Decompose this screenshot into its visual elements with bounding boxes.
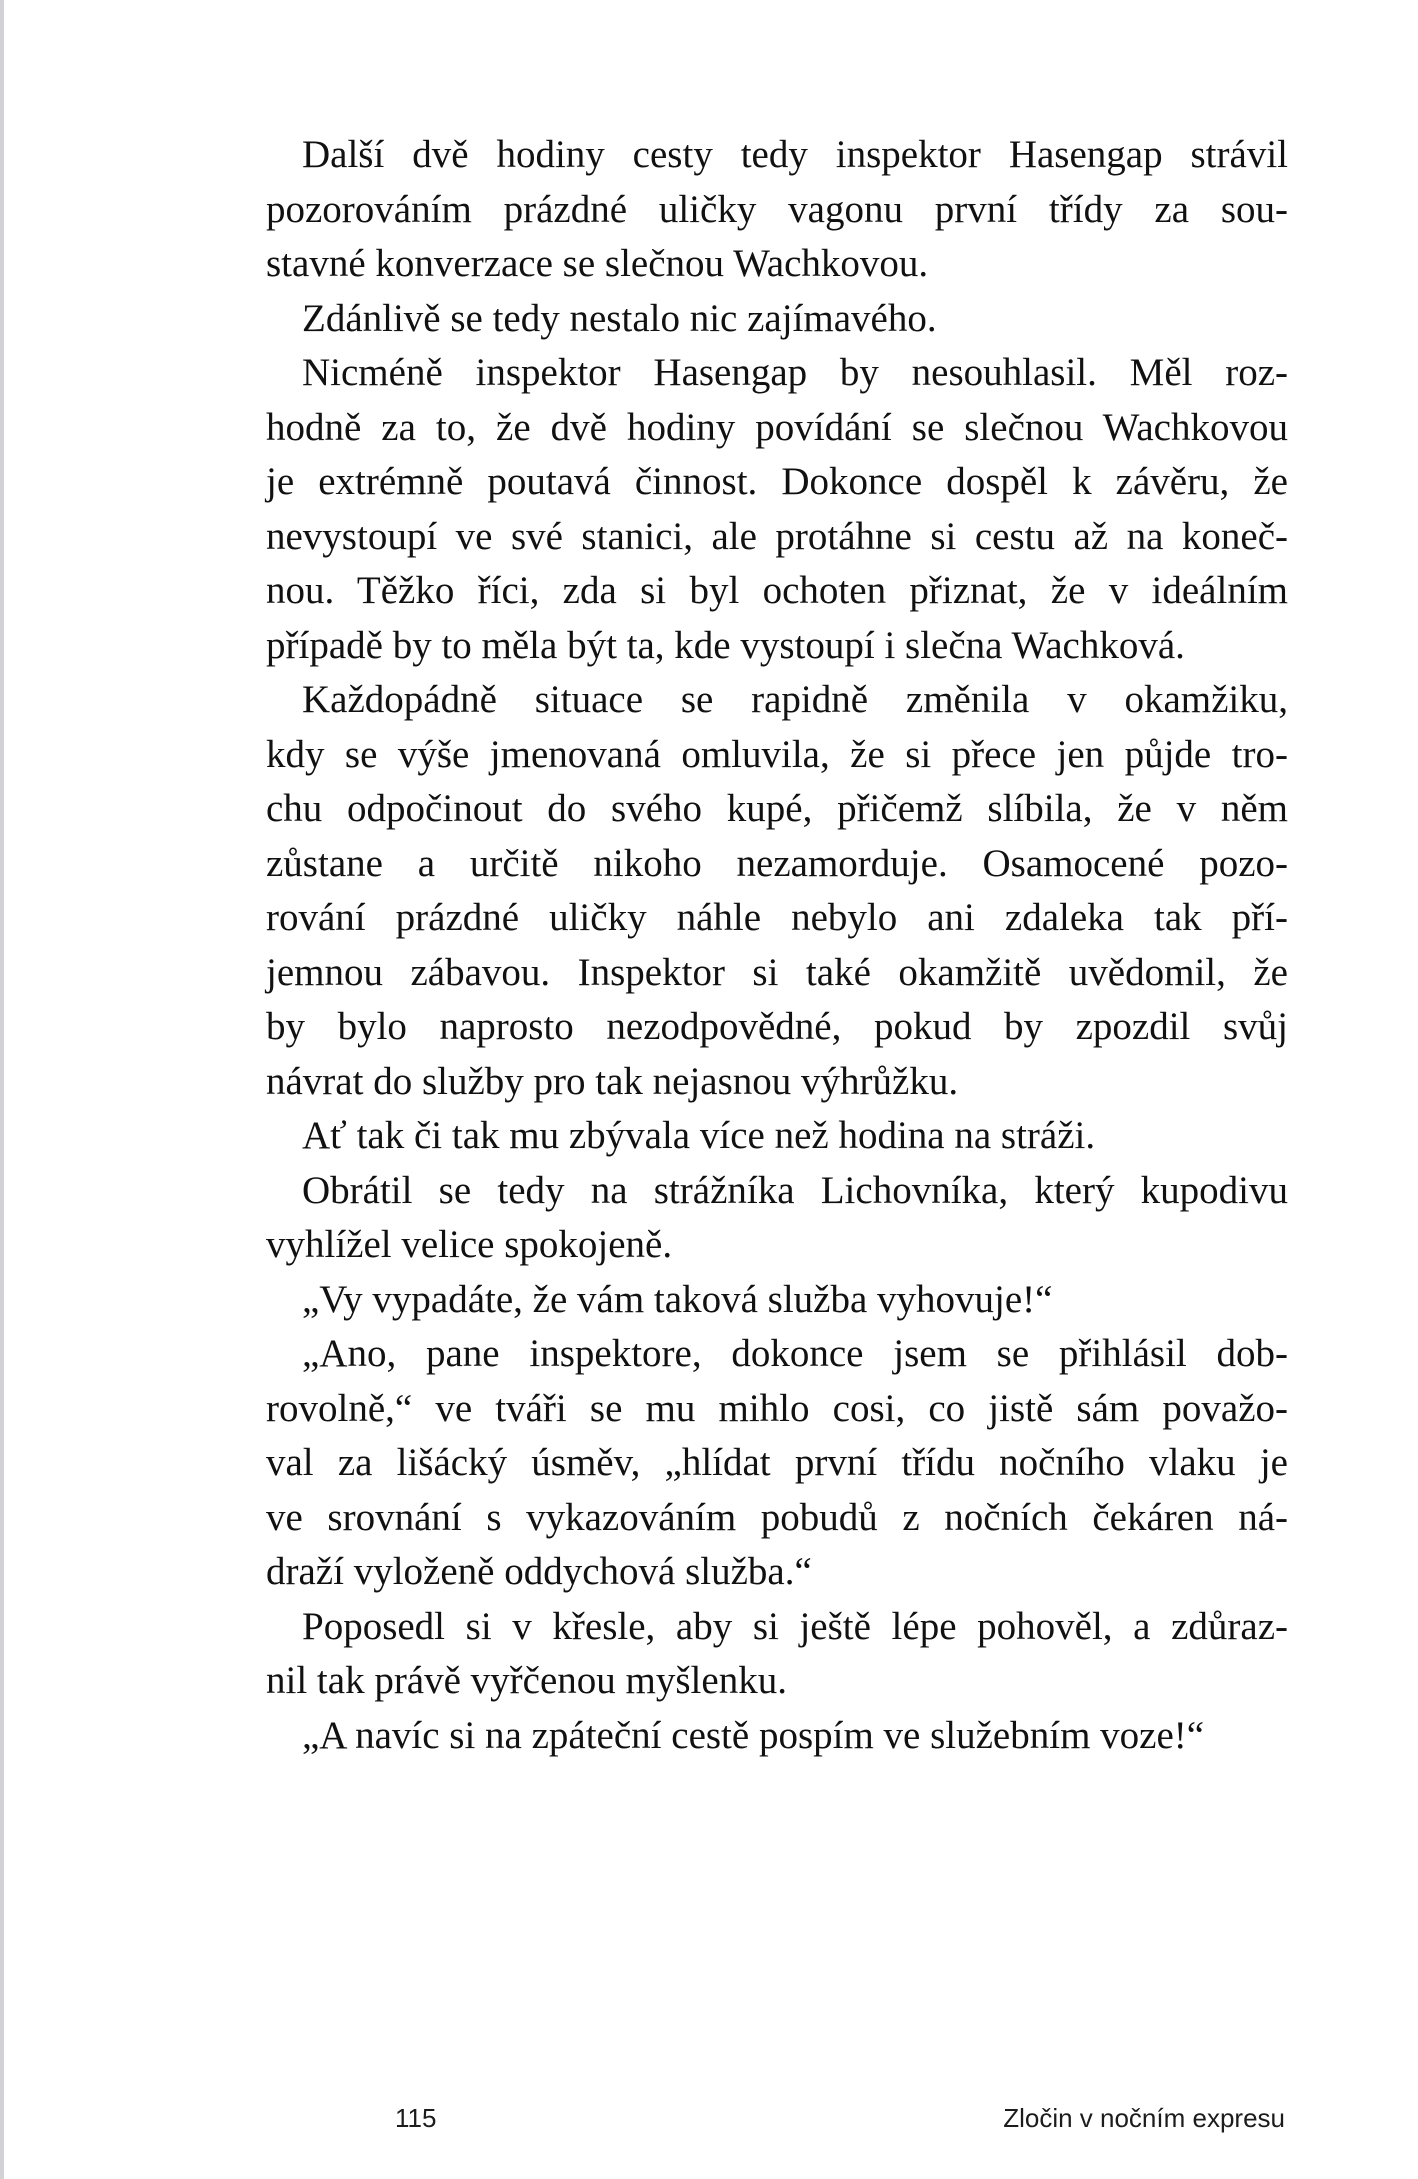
- text-block: [266, 128, 1288, 1763]
- text-line: rovolně,“ ve tváři se mu mihlo cosi, co jistě sám považo-: [266, 1386, 1288, 1430]
- text-line: „Ano, pane inspektore, dokonce jsem se přihlásil dob-: [302, 1332, 1288, 1375]
- text-line: vyhlížel velice spokojeně.: [266, 1223, 673, 1266]
- text-line: nevystoupí ve své stanici, ale protáhne si cestu až na koneč-: [266, 514, 1288, 558]
- page-edge-shadow: [0, 0, 4, 2179]
- paragraph: [266, 128, 1288, 292]
- paragraph: [266, 292, 1288, 347]
- text-line: zůstane a určitě nikoho nezamorduje. Osamocené pozo-: [266, 841, 1288, 885]
- text-line: ve srovnání s vykazováním pobudů z nočních čekáren ná-: [266, 1495, 1288, 1539]
- text-line: pozorováním prázdné uličky vagonu první třídy za sou-: [266, 187, 1288, 231]
- text-line: rování prázdné uličky náhle nebylo ani zdaleka tak pří-: [266, 896, 1288, 939]
- text-line: Ať tak či tak mu zbývala více než hodina na stráži.: [302, 1114, 1096, 1157]
- text-line: nil tak právě vyřčenou myšlenku.: [266, 1659, 787, 1702]
- paragraph: [266, 1709, 1288, 1764]
- text-line: chu odpočinout do svého kupé, přičemž slíbila, že v něm: [266, 787, 1288, 830]
- text-line: je extrémně poutavá činnost. Dokonce dospěl k závěru, že: [266, 460, 1288, 503]
- text-line: návrat do služby pro tak nejasnou výhrůžku.: [266, 1059, 959, 1103]
- paragraph: [266, 346, 1288, 673]
- text-line: kdy se výše jmenovaná omluvila, že si přece jen půjde tro-: [266, 732, 1288, 776]
- text-line: stavné konverzace se slečnou Wachkovou.: [266, 242, 929, 285]
- paragraph: [266, 1273, 1288, 1328]
- paragraph: [266, 1109, 1288, 1164]
- text-line: Obrátil se tedy na strážníka Lichovníka, který kupodivu: [302, 1168, 1288, 1212]
- text-line: případě by to měla být ta, kde vystoupí i slečna Wachková.: [266, 623, 1185, 667]
- paragraph: [266, 673, 1288, 1109]
- text-line: Další dvě hodiny cesty tedy inspektor Hasengap strávil: [302, 133, 1288, 176]
- text-line: Poposedl si v křesle, aby si ještě lépe pohověl, a zdůraz-: [302, 1604, 1288, 1648]
- paragraph: [266, 1600, 1288, 1709]
- text-line: nou. Těžko říci, zda si byl ochoten přiznat, že v ideálním: [266, 569, 1288, 612]
- text-line: „Vy vypadáte, že vám taková služba vyhovuje!“: [302, 1277, 1053, 1321]
- text-line: Zdánlivě se tedy nestalo nic zajímavého.: [302, 296, 937, 340]
- text-line: val za lišácký úsměv, „hlídat první třídu nočního vlaku je: [266, 1441, 1288, 1484]
- text-line: hodně za to, že dvě hodiny povídání se slečnou Wachkovou: [266, 405, 1288, 449]
- page-number: 115: [395, 2103, 437, 2133]
- text-line: Nicméně inspektor Hasengap by nesouhlasil. Měl roz-: [302, 351, 1288, 394]
- text-line: „A navíc si na zpáteční cestě pospím ve služebním voze!“: [302, 1713, 1205, 1757]
- text-line: draží vyloženě oddychová služba.“: [266, 1550, 812, 1593]
- text-line: jemnou zábavou. Inspektor si také okamžitě uvědomil, že: [266, 950, 1288, 994]
- running-title: Zločin v nočním expresu: [1003, 2103, 1285, 2133]
- text-line: by bylo naprosto nezodpovědné, pokud by zpozdil svůj: [266, 1005, 1288, 1048]
- paragraph: [266, 1164, 1288, 1273]
- paragraph: [266, 1327, 1288, 1600]
- text-line: Každopádně situace se rapidně změnila v okamžiku,: [302, 678, 1288, 721]
